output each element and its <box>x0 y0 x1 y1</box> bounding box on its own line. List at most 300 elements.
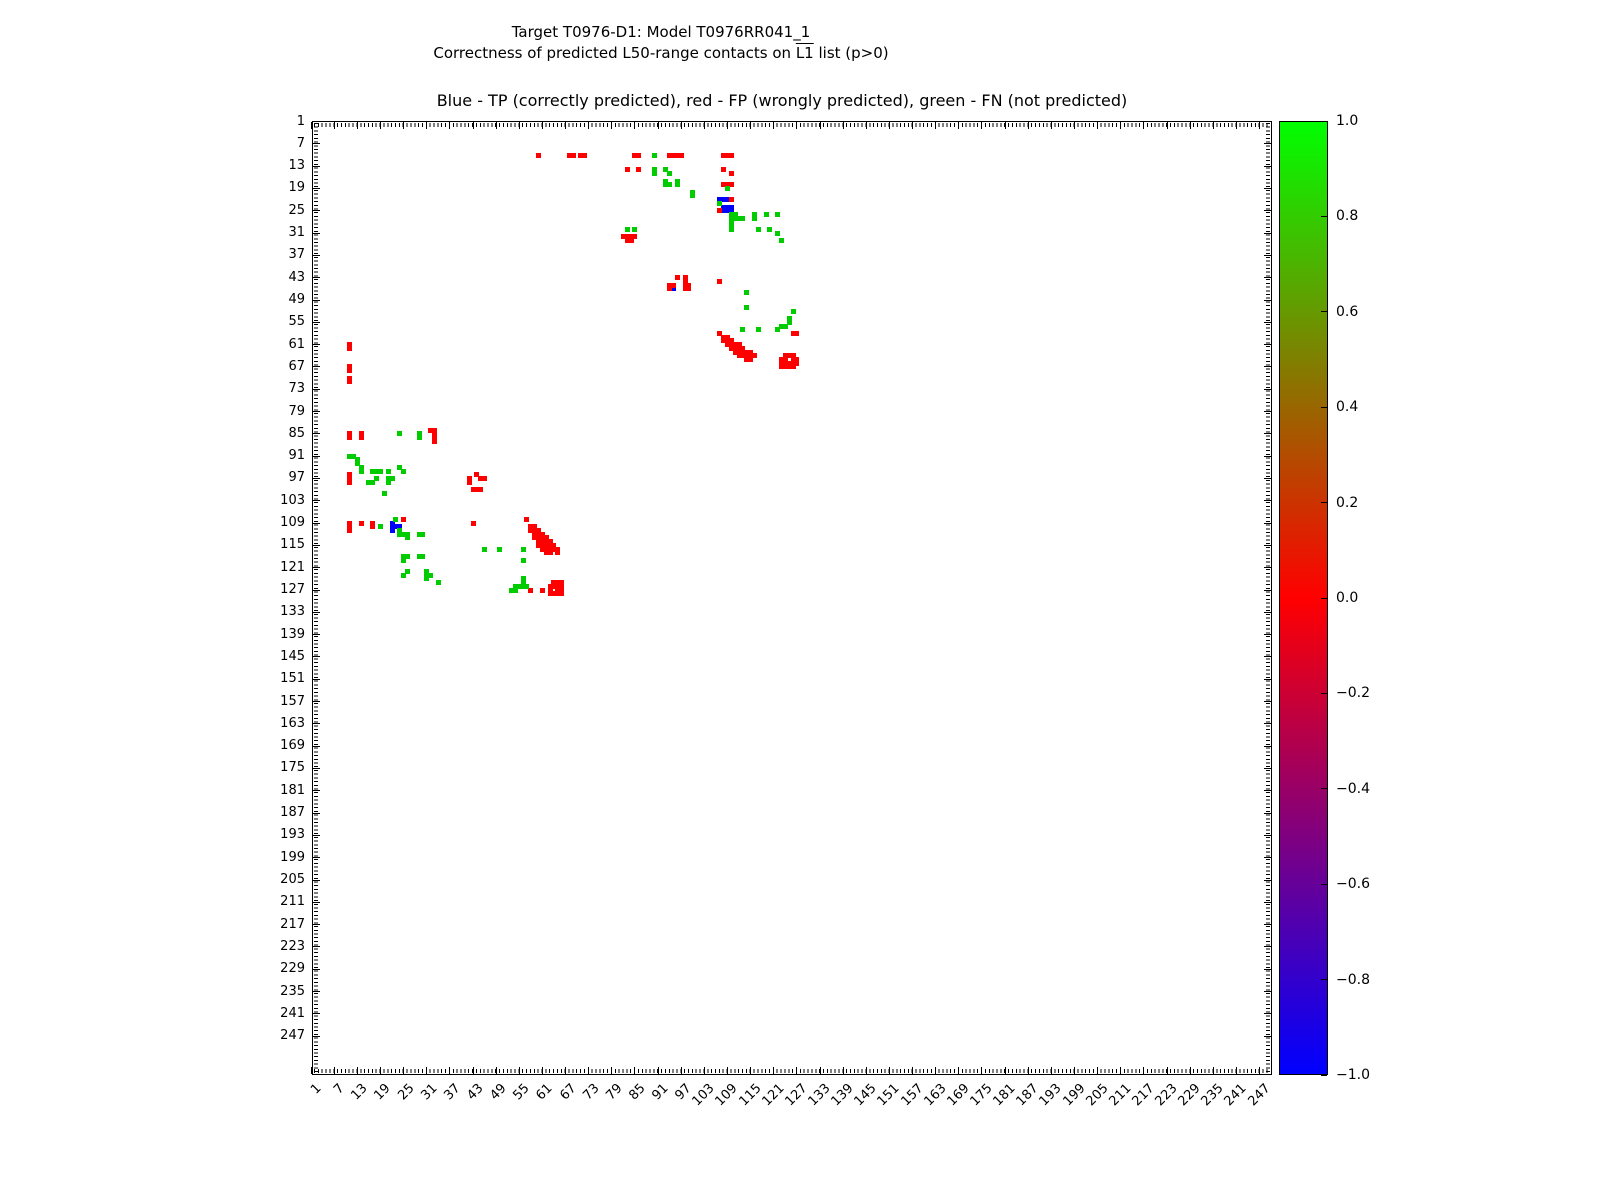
fn-marker <box>667 182 672 187</box>
colorbar-tick-label: −0.6 <box>1336 876 1370 893</box>
x-major-tick <box>1236 122 1237 129</box>
x-major-tick <box>866 122 867 129</box>
fp-marker <box>524 517 529 522</box>
fn-marker <box>420 554 425 559</box>
y-major-tick <box>1264 1036 1271 1037</box>
fp-marker <box>679 153 684 158</box>
x-major-tick <box>426 1067 427 1074</box>
x-major-tick <box>681 122 682 129</box>
figure-title <box>211 22 1111 64</box>
x-major-tick <box>704 122 705 129</box>
colorbar-tick <box>1321 788 1327 789</box>
y-major-tick <box>313 1013 320 1014</box>
x-major-tick <box>820 122 821 129</box>
y-major-tick <box>313 880 320 881</box>
x-major-tick <box>1213 1067 1214 1074</box>
x-tick-label: 211 <box>1106 1081 1135 1110</box>
y-tick-label: 85 <box>288 425 305 441</box>
x-major-tick <box>658 1067 659 1074</box>
fn-marker <box>775 231 780 236</box>
x-axis-minor-ticks-top <box>314 123 1270 127</box>
x-major-tick <box>565 1067 566 1074</box>
y-major-tick <box>313 835 320 836</box>
x-tick-label: 187 <box>1013 1081 1042 1110</box>
y-major-tick <box>1264 790 1271 791</box>
fn-marker <box>482 547 487 552</box>
x-major-tick <box>403 122 404 129</box>
colorbar-tick-label: 0.6 <box>1336 303 1359 320</box>
y-tick-label: 127 <box>280 582 305 597</box>
y-major-tick <box>1264 857 1271 858</box>
x-tick-label: 163 <box>921 1081 950 1110</box>
x-tick-label: 229 <box>1175 1081 1204 1110</box>
colorbar-tick-label: −0.8 <box>1336 971 1370 988</box>
y-tick-label: 91 <box>288 448 305 464</box>
fp-marker <box>467 480 472 485</box>
fp-marker <box>347 379 352 384</box>
y-major-tick <box>313 233 320 234</box>
y-major-tick <box>1264 456 1271 457</box>
y-major-tick <box>1264 166 1271 167</box>
fp-marker <box>571 153 576 158</box>
x-major-tick <box>727 1067 728 1074</box>
colorbar-tick-label: 0.0 <box>1336 590 1359 606</box>
fn-marker <box>652 171 657 176</box>
fp-marker <box>359 521 364 526</box>
fp-marker <box>629 238 634 243</box>
y-major-tick <box>1264 768 1271 769</box>
colorbar-tick <box>1321 1075 1327 1076</box>
x-tick-label: 241 <box>1221 1081 1250 1110</box>
y-tick-label: 133 <box>280 604 305 620</box>
y-tick-label: 235 <box>280 983 305 999</box>
fp-marker <box>791 364 796 369</box>
y-tick-label: 121 <box>280 559 305 575</box>
x-major-tick <box>1259 122 1260 129</box>
fn-marker <box>652 153 657 158</box>
x-major-tick <box>820 1067 821 1074</box>
y-major-tick <box>313 590 320 591</box>
x-major-tick <box>843 122 844 129</box>
x-tick-label: 127 <box>782 1081 811 1110</box>
y-major-tick <box>313 1036 320 1037</box>
fp-marker <box>482 476 487 481</box>
x-major-tick <box>1143 1067 1144 1074</box>
y-tick-label: 223 <box>280 938 305 954</box>
y-major-tick <box>313 188 320 189</box>
x-major-tick <box>634 1067 635 1074</box>
fp-marker <box>667 286 672 291</box>
x-major-tick <box>1028 1067 1029 1074</box>
y-major-tick <box>1264 344 1271 345</box>
y-tick-label: 241 <box>280 1005 305 1021</box>
y-major-tick <box>1264 835 1271 836</box>
x-major-tick <box>1074 122 1075 129</box>
fn-marker <box>401 558 406 563</box>
y-tick-label: 73 <box>288 381 305 397</box>
y-tick-label: 103 <box>280 492 305 508</box>
x-tick-label: 13 <box>348 1081 371 1104</box>
y-tick-label: 205 <box>280 872 305 887</box>
fp-marker <box>748 357 753 362</box>
y-tick-label: 37 <box>288 247 305 263</box>
fn-marker <box>417 435 422 440</box>
fp-marker <box>717 208 722 213</box>
colorbar-tick <box>1321 502 1327 503</box>
x-major-tick <box>1143 122 1144 129</box>
x-tick-label: 145 <box>851 1081 880 1110</box>
y-major-tick <box>313 790 320 791</box>
x-tick-label: 217 <box>1129 1081 1158 1110</box>
x-major-tick <box>1120 1067 1121 1074</box>
y-tick-label: 181 <box>280 782 305 798</box>
x-major-tick <box>519 122 520 129</box>
x-tick-label: 31 <box>417 1081 441 1104</box>
x-major-tick <box>588 122 589 129</box>
fp-marker <box>729 171 734 176</box>
y-tick-label: 229 <box>280 961 305 977</box>
x-tick-label: 235 <box>1198 1081 1227 1110</box>
fp-marker <box>347 435 352 440</box>
fp-marker <box>540 588 545 593</box>
fn-marker <box>756 327 761 332</box>
y-major-tick <box>1264 701 1271 702</box>
x-tick-label: 37 <box>441 1081 464 1104</box>
fn-marker <box>791 309 796 314</box>
x-tick-label: 151 <box>874 1081 903 1110</box>
x-major-tick <box>449 1067 450 1074</box>
colorbar-tick-label: 0.4 <box>1336 399 1359 416</box>
y-major-tick <box>313 746 320 747</box>
x-tick-label: 49 <box>487 1081 510 1104</box>
colorbar-tick-label: −0.2 <box>1336 685 1370 702</box>
x-major-tick <box>1051 1067 1052 1074</box>
x-tick-label: 79 <box>603 1081 626 1104</box>
y-major-tick <box>1264 322 1271 323</box>
y-major-tick <box>1264 433 1271 434</box>
x-major-tick <box>334 1067 335 1074</box>
y-tick-label: 67 <box>288 358 305 374</box>
x-major-tick <box>611 122 612 129</box>
fp-marker <box>370 524 375 529</box>
fp-marker <box>548 550 553 555</box>
colorbar-tick <box>1321 407 1327 408</box>
y-major-tick <box>1264 746 1271 747</box>
y-major-tick <box>313 344 320 345</box>
x-major-tick <box>357 122 358 129</box>
x-tick-label: 73 <box>579 1081 603 1104</box>
x-major-tick <box>380 122 381 129</box>
colorbar-tick <box>1321 693 1327 694</box>
x-major-tick <box>542 1067 543 1074</box>
x-major-tick <box>1074 1067 1075 1074</box>
y-tick-label: 247 <box>280 1028 305 1044</box>
x-tick-label: 103 <box>689 1081 718 1110</box>
colorbar-tick <box>1321 598 1327 599</box>
fn-marker <box>397 431 402 436</box>
figure-title-line1: Target T0976-D1: Model T0976RR041_1 <box>511 23 811 41</box>
subtitle-suffix: list (p>0) <box>813 44 889 62</box>
y-major-tick <box>313 679 320 680</box>
x-tick-label: 91 <box>649 1081 672 1104</box>
x-tick-label: 43 <box>464 1081 487 1104</box>
fn-marker <box>521 558 526 563</box>
fn-marker <box>690 193 695 198</box>
x-major-tick <box>357 1067 358 1074</box>
y-axis-minor-ticks-left <box>314 123 318 1073</box>
x-major-tick <box>426 122 427 129</box>
x-major-tick <box>681 1067 682 1074</box>
fp-marker <box>432 439 437 444</box>
y-major-tick <box>1264 991 1271 992</box>
x-tick-label: 109 <box>712 1081 741 1110</box>
y-tick-label: 139 <box>280 626 305 642</box>
y-tick-label: 1 <box>296 113 305 129</box>
fn-marker <box>378 524 383 529</box>
fn-marker <box>436 580 441 585</box>
y-major-tick <box>313 545 320 546</box>
fn-marker <box>524 584 529 589</box>
x-major-tick <box>473 122 474 129</box>
y-tick-label: 211 <box>280 894 305 910</box>
subtitle-prefix: Correctness of predicted L50-range contacts on <box>433 44 796 62</box>
fn-marker <box>359 469 364 474</box>
y-major-tick <box>313 813 320 814</box>
x-tick-label: 175 <box>967 1081 996 1110</box>
fn-marker <box>386 480 391 485</box>
colorbar-tick <box>1321 121 1327 122</box>
y-tick-label: 145 <box>280 648 305 664</box>
fn-marker <box>497 547 502 552</box>
colorbar-tick-label: 0.8 <box>1336 208 1359 225</box>
y-major-tick <box>1264 969 1271 970</box>
x-major-tick <box>634 122 635 129</box>
y-major-tick <box>1264 411 1271 412</box>
y-major-tick <box>313 478 320 479</box>
fp-marker <box>359 435 364 440</box>
y-tick-label: 157 <box>280 693 305 709</box>
fn-marker <box>775 212 780 217</box>
x-major-tick <box>1005 1067 1006 1074</box>
y-major-tick <box>1264 121 1271 122</box>
fp-marker <box>729 153 734 158</box>
x-major-tick <box>889 122 890 129</box>
y-major-tick <box>1264 366 1271 367</box>
fn-marker <box>783 324 788 329</box>
x-major-tick <box>473 1067 474 1074</box>
y-tick-label: 187 <box>280 805 305 820</box>
y-major-tick <box>1264 813 1271 814</box>
fp-marker <box>686 286 691 291</box>
y-major-tick <box>313 166 320 167</box>
x-major-tick <box>866 1067 867 1074</box>
y-major-tick <box>313 210 320 211</box>
x-major-tick <box>403 1067 404 1074</box>
y-major-tick <box>313 723 320 724</box>
x-major-tick <box>496 122 497 129</box>
y-major-tick <box>313 656 320 657</box>
y-major-tick <box>313 634 320 635</box>
x-major-tick <box>796 1067 797 1074</box>
x-major-tick <box>796 122 797 129</box>
y-tick-label: 49 <box>288 292 305 307</box>
x-major-tick <box>1097 1067 1098 1074</box>
y-major-tick <box>1264 500 1271 501</box>
x-major-tick <box>1051 122 1052 129</box>
fn-marker <box>744 290 749 295</box>
fn-marker <box>632 227 637 232</box>
fn-marker <box>725 186 730 191</box>
fp-marker <box>347 480 352 485</box>
fp-marker <box>717 279 722 284</box>
fn-marker <box>401 469 406 474</box>
y-major-tick <box>1264 679 1271 680</box>
fn-marker <box>513 588 518 593</box>
x-major-tick <box>889 1067 890 1074</box>
y-tick-label: 25 <box>288 202 305 218</box>
x-tick-label: 19 <box>371 1081 394 1104</box>
y-major-tick <box>313 523 320 524</box>
fn-marker <box>405 535 410 540</box>
y-major-tick <box>1264 1013 1271 1014</box>
x-major-tick <box>1005 122 1006 129</box>
fn-marker <box>667 171 672 176</box>
y-tick-label: 43 <box>288 269 305 285</box>
x-major-tick <box>565 122 566 129</box>
fn-marker <box>729 227 734 232</box>
fp-marker <box>582 153 587 158</box>
colorbar-tick <box>1321 884 1327 885</box>
x-tick-label: 193 <box>1036 1081 1065 1110</box>
y-major-tick <box>313 500 320 501</box>
x-major-tick <box>1120 122 1121 129</box>
x-major-tick <box>1190 1067 1191 1074</box>
x-tick-label: 223 <box>1152 1081 1181 1110</box>
fp-marker <box>794 331 799 336</box>
y-major-tick <box>313 456 320 457</box>
y-major-tick <box>1264 634 1271 635</box>
x-major-tick <box>958 122 959 129</box>
y-major-tick <box>313 991 320 992</box>
y-major-tick <box>313 567 320 568</box>
fn-marker <box>401 573 406 578</box>
fn-marker <box>744 305 749 310</box>
y-tick-label: 13 <box>288 158 305 174</box>
colorbar-tick <box>1321 216 1327 217</box>
x-tick-label: 25 <box>394 1081 418 1104</box>
x-major-tick <box>611 1067 612 1074</box>
fn-marker <box>740 216 745 221</box>
fp-marker <box>675 275 680 280</box>
fn-marker <box>370 480 375 485</box>
y-tick-label: 97 <box>288 470 305 486</box>
y-tick-label: 163 <box>280 715 305 731</box>
colorbar-tick-label: −0.4 <box>1336 780 1370 797</box>
y-major-tick <box>1264 255 1271 256</box>
x-major-tick <box>542 122 543 129</box>
y-axis-minor-ticks-right <box>1266 123 1270 1073</box>
x-major-tick <box>958 1067 959 1074</box>
x-axis-minor-ticks-bottom <box>314 1069 1270 1073</box>
figure-title-line2 <box>211 43 1111 64</box>
y-major-tick <box>1264 188 1271 189</box>
x-major-tick <box>380 1067 381 1074</box>
fn-marker <box>393 517 398 522</box>
fn-marker <box>428 573 433 578</box>
y-major-tick <box>1264 233 1271 234</box>
x-major-tick <box>311 122 312 129</box>
contact-map-plot-area <box>312 121 1272 1075</box>
y-major-tick <box>1264 300 1271 301</box>
y-major-tick <box>1264 523 1271 524</box>
x-tick-label: 55 <box>510 1081 533 1104</box>
fn-marker <box>675 182 680 187</box>
fp-marker <box>625 167 630 172</box>
y-tick-label: 55 <box>288 314 305 330</box>
y-major-tick <box>313 946 320 947</box>
x-major-tick <box>773 122 774 129</box>
y-major-tick <box>1264 277 1271 278</box>
fp-marker <box>347 368 352 373</box>
y-major-tick <box>1264 567 1271 568</box>
x-major-tick <box>843 1067 844 1074</box>
x-major-tick <box>496 1067 497 1074</box>
fn-marker <box>752 216 757 221</box>
x-tick-label: 181 <box>990 1081 1019 1110</box>
fp-marker <box>721 167 726 172</box>
fp-marker <box>636 153 641 158</box>
x-major-tick <box>935 122 936 129</box>
x-major-tick <box>1167 122 1168 129</box>
y-major-tick <box>313 924 320 925</box>
fn-marker <box>521 547 526 552</box>
colorbar-tick-label: −1.0 <box>1336 1067 1370 1083</box>
x-tick-label: 205 <box>1083 1081 1112 1110</box>
x-major-tick <box>912 122 913 129</box>
x-major-tick <box>750 122 751 129</box>
x-tick-label: 157 <box>897 1081 927 1110</box>
y-major-tick <box>313 612 320 613</box>
colorbar-tick <box>1321 979 1327 980</box>
x-major-tick <box>519 1067 520 1074</box>
colorbar-tick-label: 1.0 <box>1336 113 1359 129</box>
y-major-tick <box>1264 880 1271 881</box>
x-major-tick <box>981 122 982 129</box>
x-tick-label: 67 <box>556 1081 580 1104</box>
fp-marker <box>729 197 734 202</box>
y-tick-label: 61 <box>288 336 305 352</box>
colorbar-tick-label: 0.2 <box>1336 494 1359 511</box>
fn-marker <box>625 227 630 232</box>
fn-marker <box>764 212 769 217</box>
x-tick-label: 169 <box>944 1081 973 1110</box>
y-major-tick <box>313 768 320 769</box>
fp-marker <box>636 167 641 172</box>
x-major-tick <box>1259 1067 1260 1074</box>
y-tick-label: 115 <box>280 537 305 553</box>
x-tick-label: 61 <box>533 1081 556 1104</box>
y-major-tick <box>313 300 320 301</box>
fp-marker <box>478 487 483 492</box>
y-major-tick <box>1264 902 1271 903</box>
fp-marker <box>401 517 406 522</box>
y-major-tick <box>1264 590 1271 591</box>
fn-marker <box>382 491 387 496</box>
y-major-tick <box>1264 924 1271 925</box>
y-tick-label: 7 <box>296 135 305 151</box>
y-major-tick <box>1264 723 1271 724</box>
y-major-tick <box>313 857 320 858</box>
